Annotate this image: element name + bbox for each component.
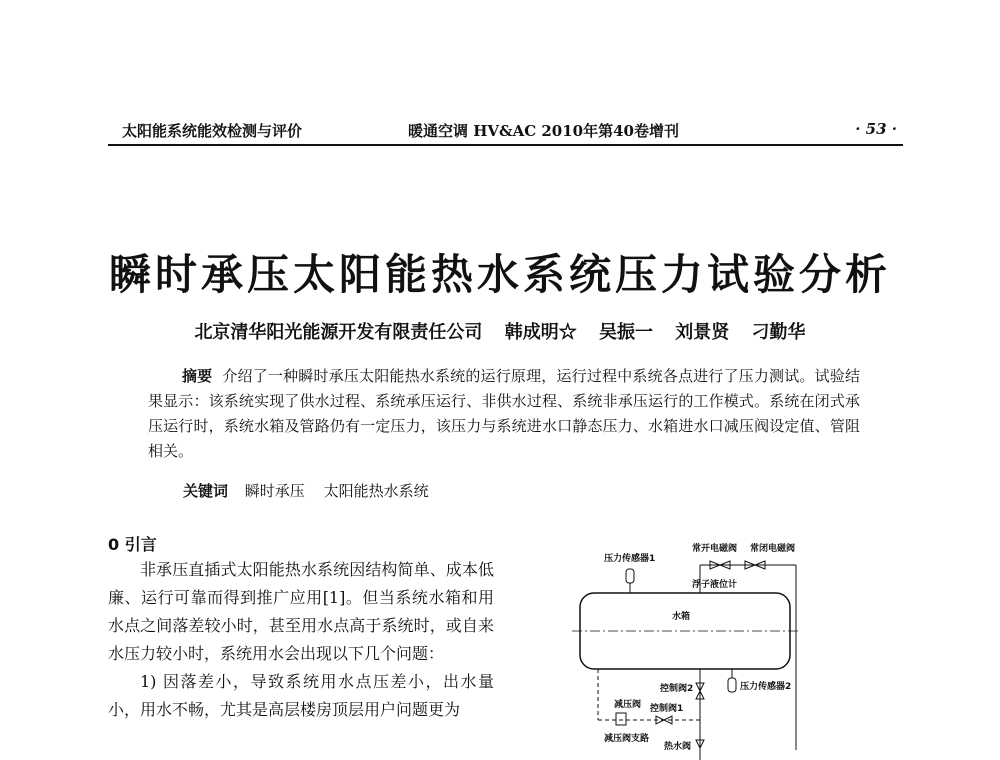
abstract: [148, 364, 860, 464]
keywords-label: 关键词: [183, 482, 229, 500]
section-heading: 0 引言: [108, 535, 157, 554]
header-section: 太阳能系统能效检测与评价: [122, 122, 303, 140]
label-pressure-sensor-2: 压力传感器2: [740, 682, 792, 692]
pressure-sensor-1-icon: [626, 569, 634, 593]
keyword: 太阳能热水系统: [323, 482, 429, 500]
label-pressure-sensor-1: 压力传感器1: [604, 554, 656, 564]
author-name: 韩成明☆: [504, 322, 577, 343]
abstract-label: 摘要: [182, 367, 213, 385]
author-name: 刘景贤: [675, 322, 730, 343]
paper-title: 瞬时承压太阳能热水系统压力试验分析: [108, 250, 891, 299]
keywords: [183, 480, 443, 501]
label-control-valve-2: 控制阀2: [660, 684, 694, 694]
label-pressure-reducing-valve: 减压阀: [614, 700, 642, 710]
label-tank: 水箱: [672, 612, 691, 622]
author-name: 吴振一: [599, 322, 653, 343]
label-normally-closed-valve: 常闭电磁阀: [750, 544, 796, 554]
paragraph: 非承压直插式太阳能热水系统因结构简单、成本低廉、运行可靠而得到推广应用[1]。但当系统水箱和用水点之间落差较小时，甚至用水点高于系统时，或自来水压力较小时，系统用水会出现以下几个问题：: [108, 560, 494, 663]
label-float-level-meter: 浮子液位计: [692, 580, 738, 590]
header-rule: [108, 144, 903, 146]
header-page-number: · 53 ·: [855, 120, 897, 138]
affiliation: 北京清华阳光能源开发有限责任公司: [194, 322, 483, 343]
body-text: [108, 556, 494, 724]
abstract-text: 介绍了一种瞬时承压太阳能热水系统的运行原理，运行过程中系统各点进行了压力测试。试验结果显示：该系统实现了供水过程、系统承压运行、非供水过程、系统非承压运行的工作模式。系统在闭式承压运行时，系统水箱及管路仍有一定压力，该压力与系统进水口静态压力、水箱进水口减压阀设定值、管阻相关。: [148, 367, 860, 460]
label-control-valve-1: 控制阀1: [650, 704, 684, 714]
label-hot-water-valve: 热水阀: [664, 742, 692, 752]
label-normally-open-valve: 常开电磁阀: [692, 544, 738, 554]
author-name: 刁勤华: [751, 322, 806, 343]
system-schematic: [560, 535, 860, 760]
label-reducing-branch: 减压阀支路: [604, 734, 650, 744]
pressure-sensor-2-icon: [728, 669, 736, 692]
header-journal: 暖通空调 HV&AC 2010年第40卷增刊: [408, 122, 679, 140]
running-header: [108, 118, 903, 146]
tank-shape: [572, 593, 798, 669]
paragraph: 1) 因落差小，导致系统用水点压差小，出水量小，用水不畅，尤其是高层楼房顶层用户问题更为: [108, 672, 494, 719]
authors-line: [0, 318, 1000, 344]
keyword: 瞬时承压: [244, 482, 305, 500]
